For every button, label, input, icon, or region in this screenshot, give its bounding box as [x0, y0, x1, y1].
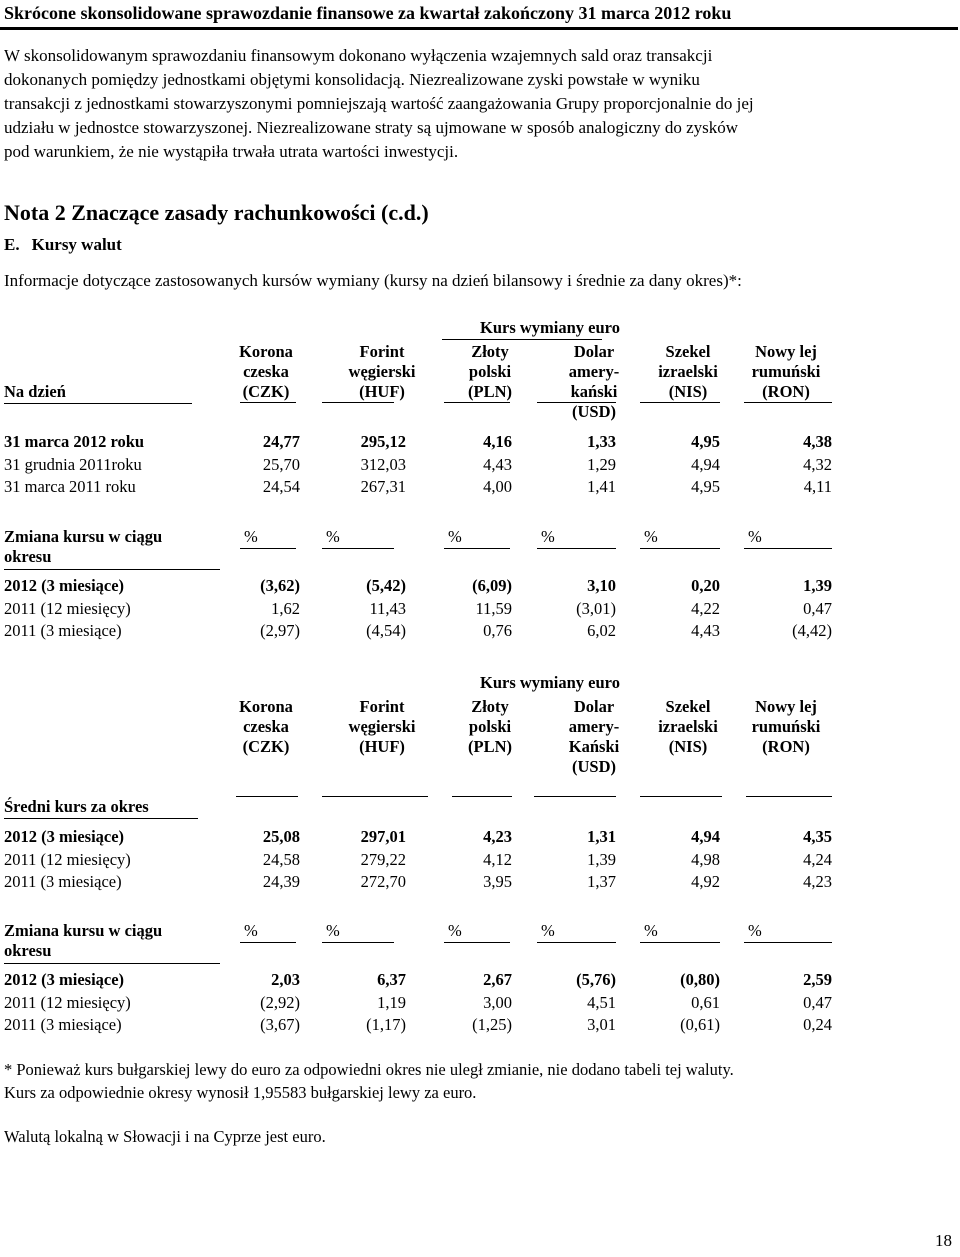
intro-text: Informacje dotyczące zastosowanych kursów wymiany (kursy na dzień bilansowy i średnie za dany okres)*: [4, 271, 742, 290]
column-header-line: Dolar [573, 697, 615, 716]
column-header-line: Forint [359, 697, 405, 716]
change-value: (2,97) [260, 621, 300, 640]
rate-value: 4,16 [483, 432, 512, 451]
column-header-line: węgierski [348, 362, 416, 381]
rate-value: 312,03 [360, 454, 406, 474]
column-header-line: (USD) [572, 757, 616, 776]
percent-header: % [541, 921, 555, 940]
column-header-line: Nowy lej [755, 342, 817, 361]
change-value: (5,76) [576, 970, 616, 989]
paragraph-line: transakcji z jednostkami stowarzyszonymi pomniejszają wartość zaangażowania Grupy proporcjonalnie do jej [4, 94, 754, 113]
column-header-line: Nowy lej [755, 697, 817, 716]
column-header-line: (RON) [762, 382, 810, 401]
column-header-line: czeska [243, 362, 289, 381]
change-value: (0,61) [680, 1015, 720, 1034]
change-value: (1,25) [472, 1015, 512, 1034]
column-header-line: Korona [239, 697, 293, 716]
change-value: 0,76 [483, 621, 512, 640]
consolidation-paragraph [4, 44, 954, 164]
change-value: (5,42) [366, 576, 406, 595]
row-label-rule [4, 403, 192, 404]
change-value: (1,17) [366, 1015, 406, 1034]
change-value: 2,03 [271, 970, 300, 989]
footnote-line: * Ponieważ kurs bułgarskiej lewy do euro za odpowiedni okres nie uległ zmianie, nie dodano tabeli tej waluty. [4, 1060, 734, 1079]
percent-rule [640, 942, 720, 943]
column-header-line: (NIS) [668, 382, 708, 401]
column-header-rule [236, 796, 298, 797]
change-row-label: 2012 (3 miesiące) [4, 576, 125, 595]
percent-header: % [644, 921, 658, 940]
column-header-rule [322, 402, 394, 403]
column-header-line: (PLN) [468, 737, 512, 756]
change-value: (0,80) [680, 970, 720, 989]
rate-value: 24,77 [262, 432, 300, 451]
column-header-line: (PLN) [468, 382, 512, 401]
group-header: Kurs wymiany euro [480, 318, 620, 337]
footnote-line: Walutą lokalną w Słowacji i na Cyprze jest euro. [4, 1127, 326, 1146]
column-header-line: (RON) [762, 737, 810, 756]
rate-value: 1,31 [587, 827, 616, 846]
column-header-line: izraelski [658, 717, 718, 736]
column-header-line: kański [570, 382, 618, 401]
column-header-rule [322, 796, 428, 797]
change-label: Zmiana kursu w ciągu [4, 527, 163, 546]
note-heading: Nota 2 Znaczące zasady rachunkowości (c.d.) [4, 200, 429, 225]
change-value: 0,24 [803, 1015, 832, 1034]
change-value: 3,00 [483, 992, 512, 1012]
percent-header: % [748, 921, 762, 940]
row-label-rule [4, 818, 198, 819]
change-value: (3,01) [576, 598, 616, 618]
row-label: 2012 (3 miesiące) [4, 827, 125, 846]
change-value: 11,59 [475, 598, 512, 618]
rate-value: 24,54 [262, 477, 300, 496]
percent-rule [444, 548, 510, 549]
page-number: 18 [935, 1231, 952, 1250]
percent-header: % [326, 921, 340, 940]
group-header-rule [442, 339, 602, 340]
rate-value: 25,08 [262, 827, 300, 846]
footnote-line: Kurs za odpowiednie okresy wynosił 1,95583 bułgarskiej lewy za euro. [4, 1083, 477, 1102]
change-value: 1,19 [377, 992, 406, 1012]
column-header-rule [240, 402, 296, 403]
change-value: 6,37 [377, 970, 406, 989]
percent-rule [322, 548, 394, 549]
change-value: (4,42) [792, 621, 832, 640]
column-header-line: (USD) [572, 402, 616, 421]
rate-value: 4,95 [691, 432, 720, 451]
rate-value: 1,41 [587, 477, 616, 496]
percent-header: % [448, 527, 462, 546]
percent-header: % [644, 527, 658, 546]
rate-value: 24,58 [262, 849, 300, 869]
rate-value: 4,92 [691, 872, 720, 891]
column-header-line: (HUF) [359, 382, 405, 401]
change-label-rule [4, 963, 220, 964]
column-header-line: Szekel [665, 697, 711, 716]
change-value: 11,43 [369, 598, 406, 618]
column-header-rule [640, 796, 722, 797]
column-header-line: Kański [568, 737, 620, 756]
rate-value: 4,98 [691, 849, 720, 869]
column-header-line: amery- [568, 717, 620, 736]
rate-value: 4,11 [803, 477, 832, 496]
change-value: 6,02 [587, 621, 616, 640]
change-label: okresu [4, 547, 52, 566]
rate-value: 4,23 [803, 872, 832, 891]
rate-value: 4,32 [803, 454, 832, 474]
change-row-label: 2011 (3 miesiące) [4, 1015, 122, 1034]
rate-value: 4,43 [483, 454, 512, 474]
row-label: 2011 (12 miesięcy) [4, 849, 131, 869]
rate-value: 4,94 [691, 454, 720, 474]
change-value: 1,39 [803, 576, 832, 595]
row-label: 2011 (3 miesiące) [4, 872, 122, 891]
column-header-line: Dolar [573, 342, 615, 361]
change-value: 4,51 [587, 992, 616, 1012]
change-value: 3,10 [587, 576, 616, 595]
change-value: (6,09) [472, 576, 512, 595]
rate-value: 272,70 [360, 872, 406, 891]
rate-value: 25,70 [262, 454, 300, 474]
column-header-rule [452, 796, 512, 797]
column-header-line: Złoty [471, 697, 509, 716]
rate-value: 4,94 [691, 827, 720, 846]
column-header-line: (CZK) [242, 382, 290, 401]
rate-value: 267,31 [360, 477, 406, 496]
change-label: Zmiana kursu w ciągu [4, 921, 163, 940]
change-row-label: 2011 (3 miesiące) [4, 621, 122, 640]
rate-value: 3,95 [483, 872, 512, 891]
column-header-rule [746, 796, 832, 797]
percent-header: % [448, 921, 462, 940]
rate-value: 279,22 [360, 849, 406, 869]
change-value: 1,62 [271, 598, 300, 618]
change-label-rule [4, 569, 220, 570]
change-value: (3,62) [260, 576, 300, 595]
change-value: (3,67) [260, 1015, 300, 1034]
column-header-line: (CZK) [242, 737, 290, 756]
column-header-rule [640, 402, 720, 403]
column-header-line: Korona [239, 342, 293, 361]
change-value: 0,61 [691, 992, 720, 1012]
change-value: 2,59 [803, 970, 832, 989]
change-value: (2,92) [260, 992, 300, 1012]
paragraph-line: dokonanych pomiędzy jednostkami objętymi konsolidacją. Niezrealizowane zyski powstałe w wyniku [4, 70, 700, 89]
group-header: Kurs wymiany euro [480, 673, 620, 692]
rate-value: 4,00 [483, 477, 512, 496]
percent-rule [322, 942, 394, 943]
change-value: 2,67 [483, 970, 512, 989]
change-value: 4,22 [691, 598, 720, 618]
column-header-line: rumuński [751, 717, 821, 736]
column-header-line: polski [468, 717, 512, 736]
column-header-rule [537, 402, 616, 403]
change-value: 3,01 [587, 1015, 616, 1034]
change-label: okresu [4, 941, 52, 960]
percent-header: % [244, 921, 258, 940]
percent-header: % [541, 527, 555, 546]
row-label-header: Na dzień [4, 382, 66, 401]
document-title: Skrócone skonsolidowane sprawozdanie finansowe za kwartał zakończony 31 marca 2012 roku [4, 3, 732, 23]
percent-rule [744, 942, 832, 943]
column-header-line: węgierski [348, 717, 416, 736]
change-value: (4,54) [366, 621, 406, 640]
rate-value: 295,12 [360, 432, 406, 451]
change-value: 4,43 [691, 621, 720, 640]
rate-value: 4,24 [803, 849, 832, 869]
rate-value: 1,39 [587, 849, 616, 869]
column-header-rule [444, 402, 510, 403]
column-header-rule [534, 796, 616, 797]
column-header-line: Szekel [665, 342, 711, 361]
percent-rule [537, 942, 616, 943]
change-value: 0,47 [803, 598, 832, 618]
column-header-line: amery- [568, 362, 620, 381]
change-row-label: 2011 (12 miesięcy) [4, 992, 131, 1012]
rate-value: 297,01 [360, 827, 406, 846]
rate-value: 4,12 [483, 849, 512, 869]
percent-rule [537, 548, 616, 549]
section-title: Kursy walut [31, 235, 122, 254]
column-header-line: rumuński [751, 362, 821, 381]
column-header-line: Złoty [471, 342, 509, 361]
percent-rule [444, 942, 510, 943]
column-header-line: czeska [243, 717, 289, 736]
rate-value: 24,39 [262, 872, 300, 891]
column-header-line: polski [468, 362, 512, 381]
change-row-label: 2011 (12 miesięcy) [4, 598, 131, 618]
percent-rule [640, 548, 720, 549]
rate-value: 4,35 [803, 827, 832, 846]
row-label: 31 grudnia 2011roku [4, 454, 142, 474]
row-label: 31 marca 2011 roku [4, 477, 136, 496]
percent-header: % [326, 527, 340, 546]
rate-value: 1,33 [587, 432, 616, 451]
change-row-label: 2012 (3 miesiące) [4, 970, 125, 989]
row-label-header: Średni kurs za okres [4, 797, 149, 816]
change-value: 0,20 [691, 576, 720, 595]
percent-rule [744, 548, 832, 549]
column-header-line: (NIS) [668, 737, 708, 756]
paragraph-line: W skonsolidowanym sprawozdaniu finansowym dokonano wyłączenia wzajemnych sald oraz transakcji [4, 46, 713, 65]
percent-rule [240, 942, 296, 943]
rate-value: 1,37 [587, 872, 616, 891]
header-rule [0, 27, 958, 30]
change-value: 0,47 [803, 992, 832, 1012]
rate-value: 4,38 [803, 432, 832, 451]
row-label: 31 marca 2012 roku [4, 432, 145, 451]
column-header-line: Forint [359, 342, 405, 361]
section-letter: E. [4, 235, 20, 254]
rate-value: 4,95 [691, 477, 720, 496]
percent-header: % [748, 527, 762, 546]
column-header-rule [744, 402, 832, 403]
paragraph-line: pod warunkiem, że nie wystąpiła trwała utrata wartości inwestycji. [4, 142, 459, 161]
column-header-line: (HUF) [359, 737, 405, 756]
percent-rule [240, 548, 296, 549]
section-heading [4, 234, 122, 256]
rate-value: 1,29 [587, 454, 616, 474]
paragraph-line: udziału w jednostce stowarzyszonej. Niezrealizowane straty są ujmowane w sposób analogiczny do zysków [4, 118, 739, 137]
column-header-line: izraelski [658, 362, 718, 381]
rate-value: 4,23 [483, 827, 512, 846]
percent-header: % [244, 527, 258, 546]
